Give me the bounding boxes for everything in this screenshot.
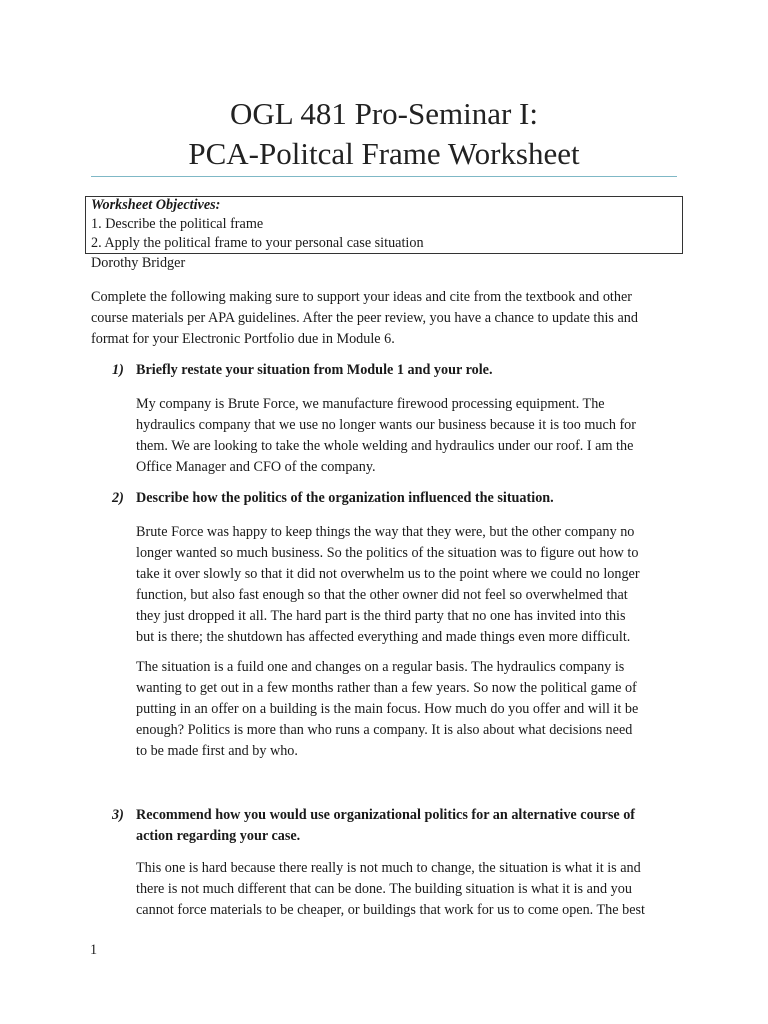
answer-line: cannot force materials to be cheaper, or buildings that work for us to come open. The best xyxy=(136,902,645,918)
answer-line: My company is Brute Force, we manufacture firewood processing equipment. The xyxy=(136,396,605,412)
answer-line: them. We are looking to take the whole welding and hydraulics under our roof. I am the xyxy=(136,438,634,454)
instructions-line: format for your Electronic Portfolio due in Module 6. xyxy=(91,331,395,347)
answer-line: there is not much different that can be done. The building situation is what it is and you xyxy=(136,881,632,897)
answer-line: wanting to get out in a few months rather than a few years. So now the political game of xyxy=(136,680,637,696)
objectives-heading: Worksheet Objectives: xyxy=(91,197,221,213)
document-title-line-2: PCA-Politcal Frame Worksheet xyxy=(188,136,580,171)
author-name: Dorothy Bridger xyxy=(91,255,186,271)
question-line: action regarding your case. xyxy=(136,828,301,844)
answer-1-paragraph xyxy=(136,394,696,478)
answer-line: to be made first and by who. xyxy=(136,743,298,759)
question-number: 3) xyxy=(112,807,124,823)
answer-line: take it over slowly so that it did not overwhelm us to the point where we could no longer xyxy=(136,566,640,582)
title-underline-rule xyxy=(91,176,677,177)
answer-line: hydraulics company that we use no longer wants our business because it is too much for xyxy=(136,417,636,433)
answer-2-paragraph-1 xyxy=(136,522,696,648)
answer-line: The situation is a fuild one and changes on a regular basis. The hydraulics company is xyxy=(136,659,625,675)
question-text xyxy=(136,488,554,509)
objective-item: 1. Describe the political frame xyxy=(91,216,264,232)
answer-line: This one is hard because there really is not much to change, the situation is what it is and xyxy=(136,860,641,876)
question-text xyxy=(136,805,635,847)
question-line: Describe how the politics of the organization influenced the situation. xyxy=(136,490,554,506)
page-number: 1 xyxy=(90,942,98,958)
instructions-line: Complete the following making sure to support your ideas and cite from the textbook and other xyxy=(91,289,632,305)
question-number: 1) xyxy=(112,362,124,378)
objective-item: 2. Apply the political frame to your personal case situation xyxy=(91,235,424,251)
answer-line: putting in an offer on a building is the main focus. How much do you offer and will it be xyxy=(136,701,639,717)
answer-line: function, but also fast enough so that the other owner did not feel so overwhelmed that xyxy=(136,587,628,603)
answer-line: they just dropped it all. The hard part is the third party that no one has invited into this xyxy=(136,608,626,624)
answer-line: Brute Force was happy to keep things the way that they were, but the other company no xyxy=(136,524,635,540)
answer-3-paragraph xyxy=(136,858,696,921)
answer-line: enough? Politics is more than who runs a company. It is also about what decisions need xyxy=(136,722,633,738)
instructions-paragraph xyxy=(91,287,691,350)
document-title-line-1: OGL 481 Pro-Seminar I: xyxy=(230,96,538,131)
question-text xyxy=(136,360,493,381)
question-line: Briefly restate your situation from Module 1 and your role. xyxy=(136,362,493,378)
answer-line: longer wanted so much business. So the politics of the situation was to figure out how to xyxy=(136,545,639,561)
question-number: 2) xyxy=(112,490,124,506)
question-line: Recommend how you would use organizational politics for an alternative course of xyxy=(136,807,636,823)
instructions-line: course materials per APA guidelines. After the peer review, you have a chance to update this and xyxy=(91,310,638,326)
answer-2-paragraph-2 xyxy=(136,657,696,762)
answer-line: but is there; the shutdown has affected everything and made things even more difficult. xyxy=(136,629,631,645)
answer-line: Office Manager and CFO of the company. xyxy=(136,459,376,475)
